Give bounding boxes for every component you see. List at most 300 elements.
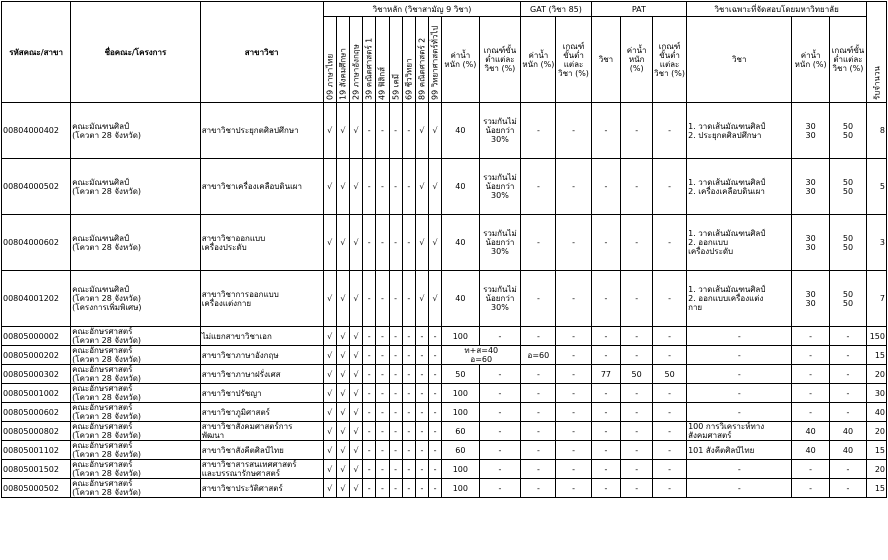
row-subject-check: -: [363, 422, 376, 441]
row-pat-weight: -: [621, 103, 653, 159]
row-subject-check: -: [402, 479, 415, 498]
row-gat-weight: -: [521, 159, 556, 215]
row-pat-min: -: [653, 441, 687, 460]
row-quota: 3: [867, 215, 887, 271]
row-gat-weight: อ=60: [521, 346, 556, 365]
row-gat-weight: -: [521, 441, 556, 460]
row-pat-subject: -: [591, 460, 621, 479]
row-subject-check: √: [429, 103, 442, 159]
row-code: 00805001002: [2, 384, 71, 403]
row-subject-check: -: [363, 215, 376, 271]
row-subject-check: -: [402, 460, 415, 479]
row-sp-min: -: [829, 346, 866, 365]
row-subject-check: √: [336, 159, 349, 215]
row-subject-check: √: [336, 327, 349, 346]
row-quota: 20: [867, 460, 887, 479]
row-gat-min: -: [556, 271, 591, 327]
row-pat-weight: -: [621, 479, 653, 498]
row-gat-min: -: [556, 365, 591, 384]
row-subject-check: -: [363, 365, 376, 384]
row-code: 00804001202: [2, 271, 71, 327]
row-subject-check: -: [389, 327, 402, 346]
row-subject-check: -: [402, 346, 415, 365]
row-sp-min: 40: [829, 422, 866, 441]
row-subject-check: -: [376, 422, 389, 441]
row-core-min: -: [479, 422, 521, 441]
row-sp-weight: -: [792, 460, 829, 479]
row-subject-check: √: [415, 103, 428, 159]
row-subject-check: √: [323, 365, 336, 384]
row-sp-subject: -: [687, 384, 792, 403]
row-subject-check: -: [363, 346, 376, 365]
row-gat-min: -: [556, 441, 591, 460]
row-subject-check: √: [336, 441, 349, 460]
row-subject-check: -: [429, 479, 442, 498]
row-subject-check: -: [389, 346, 402, 365]
row-core-min: -: [479, 384, 521, 403]
row-subject-check: -: [429, 365, 442, 384]
row-faculty: คณะอักษรศาสตร์ (โควตา 28 จังหวัด): [71, 479, 201, 498]
row-subject-check: -: [363, 384, 376, 403]
row-subject-check: -: [376, 460, 389, 479]
row-subject-check: -: [376, 327, 389, 346]
header-pat-group: PAT: [591, 2, 687, 17]
row-faculty: คณะอักษรศาสตร์ (โควตา 28 จังหวัด): [71, 327, 201, 346]
row-core-min: -: [479, 327, 521, 346]
row-pat-subject: -: [591, 327, 621, 346]
row-subject-check: -: [415, 479, 428, 498]
row-sp-min: 50 50: [829, 159, 866, 215]
row-gat-min: -: [556, 403, 591, 422]
row-subject-check: √: [336, 403, 349, 422]
row-quota: 15: [867, 441, 887, 460]
row-core-min: รวมกันไม่น้อยกว่า 30%: [479, 271, 521, 327]
row-gat-min: -: [556, 479, 591, 498]
row-faculty: คณะอักษรศาสตร์ (โควตา 28 จังหวัด): [71, 441, 201, 460]
row-subject-check: √: [349, 479, 362, 498]
row-pat-subject: -: [591, 422, 621, 441]
row-code: 00804000402: [2, 103, 71, 159]
row-sp-subject: -: [687, 479, 792, 498]
row-pat-min: -: [653, 422, 687, 441]
row-sp-weight: -: [792, 346, 829, 365]
row-faculty: คณะมัณฑนศิลป์ (โควตา 28 จังหวัด): [71, 215, 201, 271]
row-code: 00805001502: [2, 460, 71, 479]
row-pat-weight: -: [621, 327, 653, 346]
row-pat-subject: -: [591, 384, 621, 403]
row-faculty: คณะอักษรศาสตร์ (โควตา 28 จังหวัด): [71, 403, 201, 422]
row-sp-weight: 40: [792, 422, 829, 441]
row-major: สาขาวิชาภาษาอังกฤษ: [200, 346, 323, 365]
row-subject-check: -: [402, 159, 415, 215]
table-row: [2, 460, 887, 479]
row-pat-min: -: [653, 384, 687, 403]
row-pat-subject: -: [591, 346, 621, 365]
row-subject-check: -: [363, 460, 376, 479]
row-sp-subject: 1. วาดเส้นมัณฑนศิลป์ 2. เครื่องเคลือบดินเผา: [687, 159, 792, 215]
row-subject-check: -: [415, 422, 428, 441]
row-sp-subject: -: [687, 460, 792, 479]
row-faculty: คณะมัณฑนศิลป์ (โควตา 28 จังหวัด): [71, 159, 201, 215]
row-quota: 5: [867, 159, 887, 215]
row-subject-check: √: [349, 215, 362, 271]
row-subject-check: √: [336, 271, 349, 327]
row-pat-min: -: [653, 346, 687, 365]
row-sp-min: 40: [829, 441, 866, 460]
row-sp-weight: -: [792, 365, 829, 384]
row-subject-check: -: [402, 441, 415, 460]
table-row: [2, 479, 887, 498]
row-sp-subject: 1. วาดเส้นมัณฑนศิลป์ 2. ออกแบบ เครื่องประดับ: [687, 215, 792, 271]
row-subject-check: -: [363, 103, 376, 159]
row-subject-check: -: [389, 271, 402, 327]
header-gat-weight: ค่าน้ำหนัก (%): [521, 17, 556, 103]
row-code: 00805000302: [2, 365, 71, 384]
row-subject-check: √: [323, 271, 336, 327]
table-row: [2, 403, 887, 422]
table-row: [2, 346, 887, 365]
row-subject-check: √: [349, 271, 362, 327]
row-gat-weight: -: [521, 460, 556, 479]
row-pat-min: -: [653, 403, 687, 422]
row-core-weight: 100: [442, 479, 479, 498]
row-core-weight: 60: [442, 441, 479, 460]
row-pat-subject: 77: [591, 365, 621, 384]
row-pat-subject: -: [591, 403, 621, 422]
row-subject-check: √: [323, 460, 336, 479]
row-sp-weight: 30 30: [792, 159, 829, 215]
row-pat-weight: -: [621, 271, 653, 327]
row-subject-check: -: [376, 159, 389, 215]
row-core-min: -: [479, 479, 521, 498]
table-row: [2, 441, 887, 460]
row-sp-subject: 1. วาดเส้นมัณฑนศิลป์ 2. ประยุกตศิลปศึกษา: [687, 103, 792, 159]
row-subject-check: -: [389, 103, 402, 159]
row-subject-check: √: [323, 422, 336, 441]
row-subject-check: -: [429, 384, 442, 403]
row-subject-check: √: [349, 422, 362, 441]
row-pat-weight: -: [621, 460, 653, 479]
row-subject-check: √: [323, 346, 336, 365]
row-core-weight: 100: [442, 327, 479, 346]
header-core-weight: ค่าน้ำหนัก (%): [442, 17, 479, 103]
row-subject-check: -: [363, 403, 376, 422]
row-subject-check: √: [415, 215, 428, 271]
row-subject-check: √: [429, 159, 442, 215]
row-sp-weight: -: [792, 384, 829, 403]
row-core-min: -: [479, 365, 521, 384]
row-pat-subject: -: [591, 215, 621, 271]
row-subject-check: -: [402, 422, 415, 441]
row-subject-check: √: [349, 103, 362, 159]
header-subject-99: 99 วิทยาศาสตร์ทั่วไป: [429, 17, 442, 103]
row-core-min: -: [479, 441, 521, 460]
row-pat-subject: -: [591, 271, 621, 327]
row-pat-min: -: [653, 327, 687, 346]
table-row: [2, 215, 887, 271]
row-faculty: คณะมัณฑนศิลป์ (โควตา 28 จังหวัด): [71, 103, 201, 159]
row-subject-check: -: [389, 479, 402, 498]
row-pat-weight: -: [621, 215, 653, 271]
row-core-min: -: [479, 460, 521, 479]
row-quota: 15: [867, 346, 887, 365]
row-major: สาขาวิชาภาษาฝรั่งเศส: [200, 365, 323, 384]
row-pat-weight: -: [621, 384, 653, 403]
row-pat-subject: -: [591, 441, 621, 460]
row-faculty: คณะอักษรศาสตร์ (โควตา 28 จังหวัด): [71, 365, 201, 384]
header-pat-weight: ค่าน้ำหนัก (%): [621, 17, 653, 103]
row-code: 00805000002: [2, 327, 71, 346]
row-faculty: คณะอักษรศาสตร์ (โควตา 28 จังหวัด): [71, 460, 201, 479]
row-subject-check: √: [336, 479, 349, 498]
row-subject-check: -: [402, 271, 415, 327]
row-sp-weight: 40: [792, 441, 829, 460]
header-core-group: วิชาหลัก (วิชาสามัญ 9 วิชา): [323, 2, 521, 17]
row-subject-check: -: [429, 327, 442, 346]
row-subject-check: -: [376, 365, 389, 384]
row-subject-check: -: [389, 384, 402, 403]
row-pat-min: -: [653, 215, 687, 271]
row-subject-check: -: [389, 441, 402, 460]
row-gat-weight: -: [521, 103, 556, 159]
row-subject-check: -: [376, 346, 389, 365]
row-subject-check: √: [323, 327, 336, 346]
row-subject-check: √: [415, 159, 428, 215]
row-subject-check: √: [336, 422, 349, 441]
row-quota: 20: [867, 365, 887, 384]
row-gat-min: -: [556, 384, 591, 403]
row-subject-check: √: [336, 365, 349, 384]
row-subject-check: -: [415, 365, 428, 384]
row-major: สาขาวิชาเครื่องเคลือบดินเผา: [200, 159, 323, 215]
table-row: [2, 103, 887, 159]
row-pat-weight: -: [621, 159, 653, 215]
row-pat-min: -: [653, 479, 687, 498]
row-subject-check: -: [389, 365, 402, 384]
row-sp-min: -: [829, 403, 866, 422]
row-subject-check: -: [363, 479, 376, 498]
table-row: [2, 327, 887, 346]
row-sp-subject: 101 สังคีตศิลป์ไทย: [687, 441, 792, 460]
table-row: [2, 159, 887, 215]
row-subject-check: -: [402, 403, 415, 422]
row-gat-min: -: [556, 422, 591, 441]
header-subject-69: 69 ชีววิทยา: [402, 17, 415, 103]
row-subject-check: √: [349, 365, 362, 384]
row-subject-check: -: [376, 215, 389, 271]
row-gat-min: -: [556, 159, 591, 215]
row-core-weight: 100: [442, 460, 479, 479]
row-gat-weight: -: [521, 479, 556, 498]
row-subject-check: -: [429, 441, 442, 460]
row-sp-subject: 100 การวิเคราะห์ทาง สังคมศาสตร์: [687, 422, 792, 441]
row-sp-min: 50 50: [829, 103, 866, 159]
row-subject-check: √: [323, 441, 336, 460]
admission-table: [1, 1, 887, 498]
row-major: สาขาวิชาประวัติศาสตร์: [200, 479, 323, 498]
row-subject-check: -: [402, 327, 415, 346]
row-sp-subject: -: [687, 346, 792, 365]
row-subject-check: -: [363, 441, 376, 460]
row-sp-min: -: [829, 384, 866, 403]
row-faculty: คณะมัณฑนศิลป์ (โควตา 28 จังหวัด) (โครงการเพิ่มพิเศษ): [71, 271, 201, 327]
row-gat-weight: -: [521, 365, 556, 384]
header-subject-09: 09 ภาษาไทย: [323, 17, 336, 103]
header-subject-19: 19 สังคมศึกษา: [336, 17, 349, 103]
row-subject-check: √: [336, 103, 349, 159]
row-gat-min: -: [556, 346, 591, 365]
row-subject-check: -: [402, 215, 415, 271]
table-row: [2, 271, 887, 327]
header-subject-49: 49 ฟิสิกส์: [376, 17, 389, 103]
row-gat-weight: -: [521, 403, 556, 422]
row-subject-check: √: [349, 441, 362, 460]
row-core-weight: 40: [442, 215, 479, 271]
row-gat-min: -: [556, 103, 591, 159]
row-subject-check: √: [415, 271, 428, 327]
row-major: สาขาวิชาสังคีตศิลป์ไทย: [200, 441, 323, 460]
row-gat-weight: -: [521, 215, 556, 271]
row-subject-check: √: [323, 384, 336, 403]
row-core-weight: 100: [442, 403, 479, 422]
row-sp-min: 50 50: [829, 215, 866, 271]
row-subject-check: √: [349, 327, 362, 346]
row-pat-weight: -: [621, 403, 653, 422]
row-core-weight: 40: [442, 159, 479, 215]
row-core-weight-merged: ท+ส=40 อ=60: [442, 346, 521, 365]
row-sp-weight: 30 30: [792, 215, 829, 271]
row-code: 00804000502: [2, 159, 71, 215]
row-pat-min: -: [653, 103, 687, 159]
row-sp-subject: 1. วาดเส้นมัณฑนศิลป์ 2. ออกแบบเครื่องแต่ง กาย: [687, 271, 792, 327]
row-subject-check: -: [429, 403, 442, 422]
row-subject-check: -: [429, 346, 442, 365]
row-sp-subject: -: [687, 327, 792, 346]
row-core-weight: 50: [442, 365, 479, 384]
header-code: รหัสคณะ/สาขา: [2, 2, 71, 103]
row-quota: 7: [867, 271, 887, 327]
row-subject-check: -: [402, 365, 415, 384]
header-special-group: วิชาเฉพาะที่จัดสอบโดยมหาวิทยาลัย: [687, 2, 867, 17]
row-subject-check: √: [323, 403, 336, 422]
row-major: สาขาวิชาภูมิศาสตร์: [200, 403, 323, 422]
row-subject-check: √: [336, 346, 349, 365]
header-subject-89: 89 คณิตศาสตร์ 2: [415, 17, 428, 103]
row-sp-subject: -: [687, 403, 792, 422]
row-sp-weight: -: [792, 327, 829, 346]
table-row: [2, 365, 887, 384]
row-pat-min: -: [653, 271, 687, 327]
row-major: สาขาวิชาสังคมศาสตร์การ พัฒนา: [200, 422, 323, 441]
row-pat-subject: -: [591, 159, 621, 215]
row-faculty: คณะอักษรศาสตร์ (โควตา 28 จังหวัด): [71, 384, 201, 403]
table-header: [2, 2, 887, 103]
row-sp-min: -: [829, 365, 866, 384]
row-major: สาขาวิชาปรัชญา: [200, 384, 323, 403]
row-code: 00805000502: [2, 479, 71, 498]
row-gat-min: -: [556, 215, 591, 271]
header-gat-group: GAT (วิชา 85): [521, 2, 591, 17]
row-quota: 15: [867, 479, 887, 498]
row-subject-check: -: [363, 159, 376, 215]
row-pat-subject: -: [591, 479, 621, 498]
row-subject-check: -: [376, 384, 389, 403]
row-gat-min: -: [556, 327, 591, 346]
row-pat-weight: -: [621, 346, 653, 365]
row-subject-check: √: [336, 384, 349, 403]
row-subject-check: -: [389, 159, 402, 215]
row-subject-check: √: [349, 403, 362, 422]
row-subject-check: -: [415, 441, 428, 460]
row-subject-check: √: [323, 479, 336, 498]
row-subject-check: √: [429, 215, 442, 271]
row-core-weight: 60: [442, 422, 479, 441]
row-subject-check: -: [415, 327, 428, 346]
row-gat-weight: -: [521, 384, 556, 403]
row-subject-check: -: [415, 346, 428, 365]
row-subject-check: -: [363, 327, 376, 346]
row-core-weight: 40: [442, 103, 479, 159]
row-gat-weight: -: [521, 422, 556, 441]
header-pat-min: เกณฑ์ขั้นต่ำแต่ละวิชา (%): [653, 17, 687, 103]
row-sp-weight: 30 30: [792, 271, 829, 327]
row-subject-check: -: [429, 460, 442, 479]
row-quota: 20: [867, 422, 887, 441]
row-major: ไม่แยกสาขาวิชาเอก: [200, 327, 323, 346]
row-subject-check: -: [402, 103, 415, 159]
row-pat-weight: -: [621, 422, 653, 441]
row-code: 00805000202: [2, 346, 71, 365]
row-sp-min: -: [829, 479, 866, 498]
header-major: สาขาวิชา: [200, 2, 323, 103]
row-sp-weight: 30 30: [792, 103, 829, 159]
row-sp-weight: -: [792, 479, 829, 498]
row-sp-subject: -: [687, 365, 792, 384]
row-faculty: คณะอักษรศาสตร์ (โควตา 28 จังหวัด): [71, 346, 201, 365]
row-pat-subject: -: [591, 103, 621, 159]
table-body: [2, 103, 887, 498]
header-core-min: เกณฑ์ขั้นต่ำแต่ละวิชา (%): [479, 17, 521, 103]
header-sp-subject: วิชา: [687, 17, 792, 103]
row-quota: 150: [867, 327, 887, 346]
row-code: 00805000602: [2, 403, 71, 422]
row-subject-check: -: [389, 460, 402, 479]
row-pat-weight: 50: [621, 365, 653, 384]
row-subject-check: -: [376, 103, 389, 159]
row-sp-weight: -: [792, 403, 829, 422]
row-faculty: คณะอักษรศาสตร์ (โควตา 28 จังหวัด): [71, 422, 201, 441]
row-pat-min: -: [653, 159, 687, 215]
row-major: สาขาวิชาประยุกตศิลปศึกษา: [200, 103, 323, 159]
header-subject-29: 29 ภาษาอังกฤษ: [349, 17, 362, 103]
row-major: สาขาวิชาสารสนเทศศาสตร์ และบรรณารักษศาสตร์: [200, 460, 323, 479]
table-row: [2, 422, 887, 441]
header-sp-min: เกณฑ์ขั้นต่ำแต่ละวิชา (%): [829, 17, 866, 103]
row-subject-check: -: [376, 271, 389, 327]
row-subject-check: -: [363, 271, 376, 327]
row-subject-check: -: [389, 215, 402, 271]
header-subject-59: 59 เคมี: [389, 17, 402, 103]
row-sp-min: 50 50: [829, 271, 866, 327]
row-subject-check: √: [349, 384, 362, 403]
row-core-min: รวมกันไม่น้อยกว่า 30%: [479, 103, 521, 159]
row-subject-check: √: [349, 346, 362, 365]
row-code: 00805000802: [2, 422, 71, 441]
row-subject-check: -: [389, 403, 402, 422]
row-quota: 40: [867, 403, 887, 422]
header-faculty: ชื่อคณะ/โครงการ: [71, 2, 201, 103]
row-subject-check: -: [415, 403, 428, 422]
